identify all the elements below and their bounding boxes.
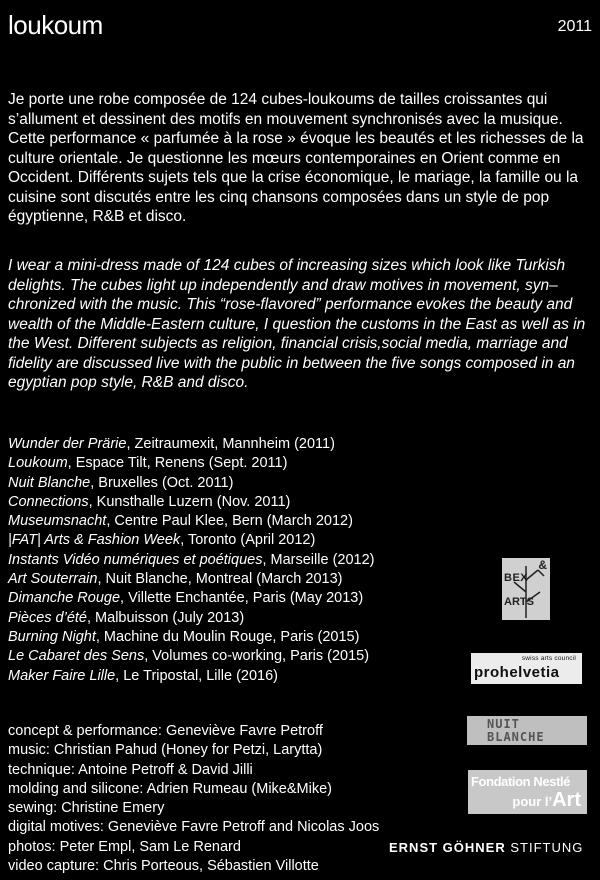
prohelvetia-logo [471,653,582,684]
event-item [8,454,374,473]
event-title: Wunder der Prärie [8,436,127,452]
event-title: Le Cabaret des Sens [8,648,145,665]
events-list [8,435,374,686]
fondation-nestle-line2b: Art [552,789,581,811]
event-detail: , Bruxelles (Oct. 2011) [90,474,234,491]
fondation-nestle-line1: Fondation Nestlé [471,774,571,789]
event-item [8,609,374,628]
credit-item: video capture: Chris Porteous, Sébastien Villotte [8,858,319,875]
event-item [8,628,374,647]
bex-line2: ARTS [504,596,534,608]
nuit-blanche-line1: NUIT [487,717,520,731]
ernst-gohner-light: STIFTUNG [510,840,584,855]
event-item [8,474,374,493]
event-detail: , Toronto (April 2012) [180,532,316,549]
event-title: Pièces d’été [8,609,87,626]
credit-item: molding and silicone: Adrien Rumeau (Mike&Mike) [8,780,332,797]
description-french: Je porte une robe composée de 124 cubes-loukoums de tailles croissantes qui s’allument et dessinent des motifs en mouvement synchronisés avec la musique. Cette performance « parfumée à la rose » évoque les beautés et les richesses de la culture orientale. Je questionne les mœurs contemporaines en Orient comme en Occident. Différents sujets tels que la crise économique, le mariage, la famille ou la cuisine sont discutés entre les cinq chansons composées dans un style de pop égyptienne, R&B et disco. [8,91,584,225]
credit-item: concept & performance: Geneviève Favre Petroff [8,723,323,739]
prohelvetia-name: prohelvetia [474,664,560,681]
event-detail: , Machine du Moulin Rouge, Paris (2015) [95,628,360,645]
nuit-blanche-line2: BLANCHE [487,730,545,744]
credit-item: digital motives: Geneviève Favre Petroff and Nicolas Joos [8,819,380,836]
event-item [8,551,374,570]
credit-item: music: Christian Pahud (Honey for Petzi, Larytta) [8,742,323,759]
bex-arts-logo [502,558,550,620]
event-title: Burning Night [8,628,96,645]
bex-amp: & [538,558,547,572]
year-label: 2011 [557,18,592,35]
fondation-nestle-line2a: pour l’ [512,794,553,809]
event-detail: , Centre Paul Klee, Bern (March 2012) [106,513,353,530]
event-title: Nuit Blanche [8,474,91,491]
credit-item: photos: Peter Empl, Sam Le Renard [8,838,241,855]
event-detail: , Zeitraumexit, Mannheim (2011) [126,436,335,452]
event-title: Art Souterrain [8,571,98,588]
prohelvetia-subtitle: swiss arts council [521,655,576,662]
event-detail: , Nuit Blanche, Montreal (March 2013) [97,571,343,588]
event-item [8,435,374,454]
event-item [8,570,374,589]
event-title: Instants Vidéo numériques et poétiques [8,551,263,568]
ernst-gohner-logo [389,840,583,855]
event-detail: , Malbuisson (July 2013) [87,609,245,626]
event-title: Connections [8,493,89,510]
event-item [8,667,374,686]
bex-line1: BEX [504,572,529,584]
event-title: Museumsnacht [8,513,107,530]
ernst-gohner-bold: ERNST GÖHNER [389,840,506,855]
event-item [8,512,374,531]
event-detail: , Espace Tilt, Renens (Sept. 2011) [67,455,288,472]
page-title: loukoum [8,10,103,40]
description-english: I wear a mini-dress made of 124 cubes of increasing sizes which look like Turkish delights. The cubes light up independently and draw motives in movement, syn–chronized with the music. This “rose-flavored” performance evokes the beauty and wealth of the Middle-Eastern culture, I question the customs in the East as well as in the West. Different subjects as religion, financial crisis,social media, marriage and fidelity are discussed live with the public in between the five songs composed in an egyptian pop style, R&B and disco. [8,257,586,391]
event-detail: , Marseille (2012) [262,551,375,568]
fondation-nestle-line2 [512,789,581,812]
event-title: Dimanche Rouge [8,590,121,607]
event-title: |FAT| Arts & Fashion Week [8,532,181,549]
event-detail: , Kunsthalle Luzern (Nov. 2011) [88,493,291,510]
event-item [8,647,374,666]
event-detail: , Volumes co-working, Paris (2015) [144,648,370,665]
event-item [8,493,374,512]
event-title: Maker Faire Lille [8,667,116,684]
event-detail: , Le Tripostal, Lille (2016) [115,667,278,684]
credits-list [8,722,379,876]
event-title: Loukoum [8,455,68,472]
fondation-nestle-logo [468,770,587,814]
event-item [8,531,374,550]
nuit-blanche-logo [467,716,587,745]
event-item [8,589,374,608]
event-detail: , Villette Enchantée, Paris (May 2013) [120,590,364,607]
credit-item: sewing: Christine Emery [8,800,165,817]
credit-item: technique: Antoine Petroff & David Jilli [8,761,253,778]
